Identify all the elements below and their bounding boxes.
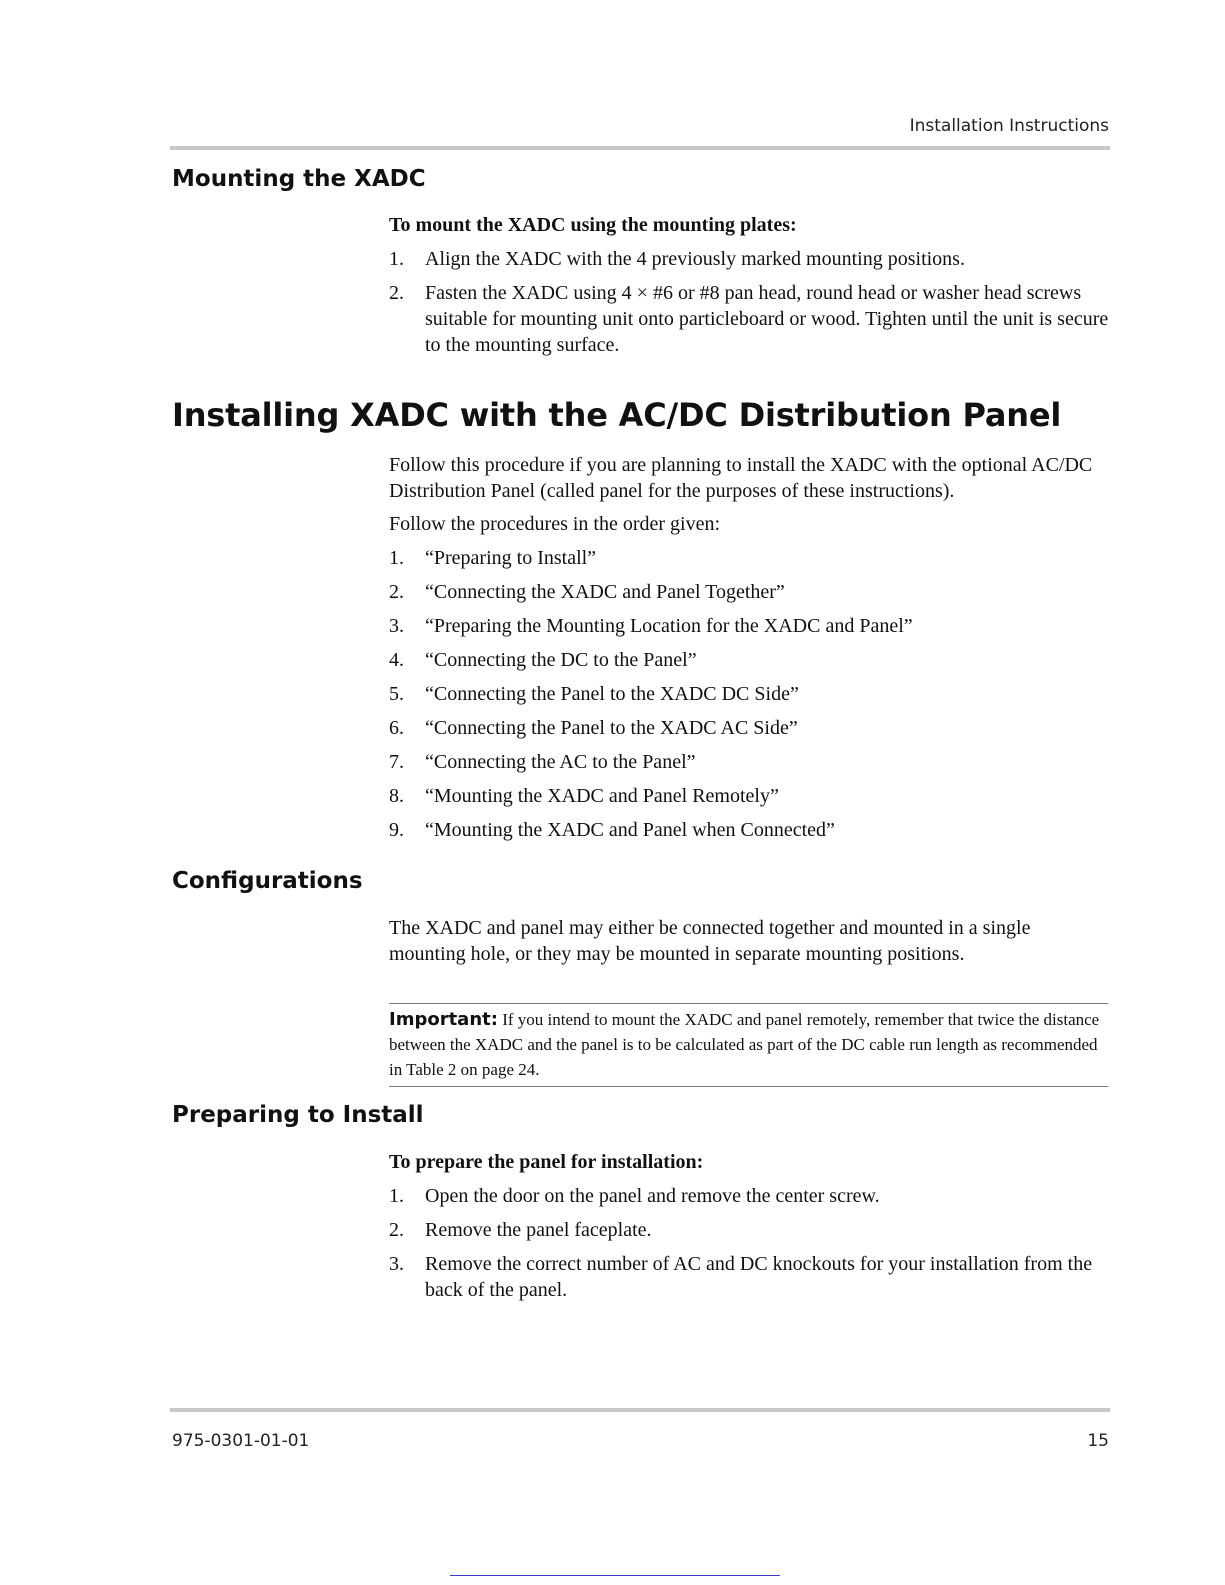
step-number: 2. xyxy=(389,282,404,304)
step-number: 9. xyxy=(389,819,404,841)
preparing-procedure xyxy=(389,1149,1109,1303)
step-number: 7. xyxy=(389,751,404,773)
important-text: If you intend to mount the XADC and panel remotely, remember that twice the distance between the XADC and the panel is to be calculated as part of the DC cable run length as recommended in Table 2 on page 24. xyxy=(389,1010,1100,1079)
mounting-steps xyxy=(389,246,1109,358)
header-rule xyxy=(170,146,1110,150)
list-item xyxy=(389,817,1109,843)
list-item xyxy=(389,1251,1109,1303)
important-note xyxy=(389,1003,1108,1087)
list-item xyxy=(389,579,1109,605)
procedure-order-list xyxy=(389,545,1109,843)
step-text: Align the XADC with the 4 previously marked mounting positions. xyxy=(425,248,965,270)
step-number: 3. xyxy=(389,615,404,637)
step-text: “Preparing the Mounting Location for the XADC and Panel” xyxy=(425,615,913,637)
section-heading-mounting: Mounting the XADC xyxy=(172,166,426,192)
running-header: Installation Instructions xyxy=(909,116,1109,136)
list-item xyxy=(389,749,1109,775)
step-text: Open the door on the panel and remove the center screw. xyxy=(425,1185,880,1207)
configurations-body xyxy=(389,915,1109,967)
list-item xyxy=(389,715,1109,741)
step-text: Remove the correct number of AC and DC knockouts for your installation from the back of the panel. xyxy=(425,1253,1093,1301)
step-text: “Preparing to Install” xyxy=(425,547,597,569)
step-number: 1. xyxy=(389,1185,404,1207)
step-number: 3. xyxy=(389,1253,404,1275)
list-item xyxy=(389,545,1109,571)
intro-paragraph: Follow this procedure if you are planning to install the XADC with the optional AC/DC Distribution Panel (called panel for the purposes of these instructions). xyxy=(389,454,1093,502)
important-label: Important: xyxy=(389,1009,498,1030)
list-item xyxy=(389,280,1109,358)
list-item xyxy=(389,1183,1109,1209)
preparing-steps xyxy=(389,1183,1109,1303)
step-number: 2. xyxy=(389,581,404,603)
step-text: “Connecting the XADC and Panel Together” xyxy=(425,581,785,603)
step-number: 1. xyxy=(389,248,404,270)
section-heading-configurations: Configurations xyxy=(172,868,363,894)
section-heading-preparing: Preparing to Install xyxy=(172,1102,424,1128)
configurations-paragraph: The XADC and panel may either be connected together and mounted in a single mounting hole, or they may be mounted in separate mounting positions. xyxy=(389,917,1031,965)
step-number: 6. xyxy=(389,717,404,739)
step-text: “Connecting the DC to the Panel” xyxy=(425,649,697,671)
installing-body xyxy=(389,452,1109,843)
list-item xyxy=(389,681,1109,707)
step-text: Remove the panel faceplate. xyxy=(425,1219,652,1241)
list-item xyxy=(389,783,1109,809)
step-text: Fasten the XADC using 4 × #6 or #8 pan head, round head or washer head screws suitable for mounting unit onto particleboard or wood. Tighten until the unit is secure to the mounting surface. xyxy=(425,282,1109,356)
step-number: 2. xyxy=(389,1219,404,1241)
step-text: “Mounting the XADC and Panel when Connected” xyxy=(425,819,835,841)
step-text: “Mounting the XADC and Panel Remotely” xyxy=(425,785,779,807)
list-item xyxy=(389,1217,1109,1243)
procedure-title: To mount the XADC using the mounting plates: xyxy=(389,214,797,236)
order-paragraph: Follow the procedures in the order given: xyxy=(389,513,721,535)
list-item xyxy=(389,613,1109,639)
step-number: 1. xyxy=(389,547,404,569)
procedure-title: To prepare the panel for installation: xyxy=(389,1151,704,1173)
step-text: “Connecting the Panel to the XADC DC Side” xyxy=(425,683,799,705)
page-title: Installing XADC with the AC/DC Distribution Panel xyxy=(172,396,1062,434)
step-text: “Connecting the AC to the Panel” xyxy=(425,751,696,773)
list-item xyxy=(389,647,1109,673)
bottom-divider xyxy=(450,1575,780,1576)
step-number: 4. xyxy=(389,649,404,671)
mounting-procedure xyxy=(389,212,1109,358)
step-number: 5. xyxy=(389,683,404,705)
list-item xyxy=(389,246,1109,272)
step-number: 8. xyxy=(389,785,404,807)
page-number: 15 xyxy=(1087,1431,1109,1451)
document-number: 975-0301-01-01 xyxy=(172,1431,310,1451)
step-text: “Connecting the Panel to the XADC AC Side” xyxy=(425,717,798,739)
footer-rule xyxy=(170,1408,1110,1412)
